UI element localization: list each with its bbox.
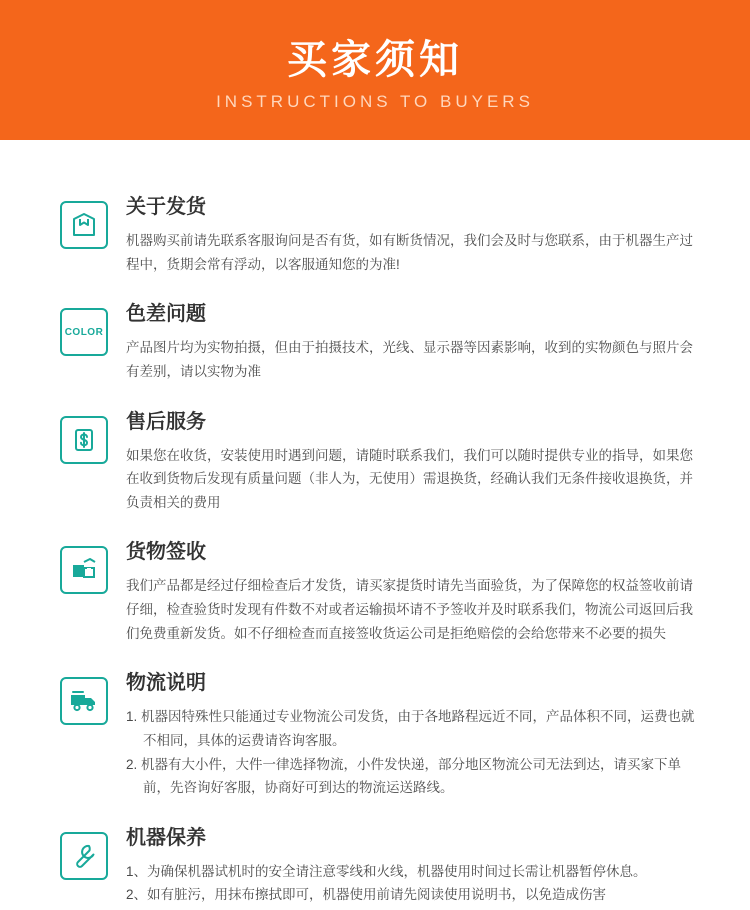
- section-body: [126, 540, 702, 645]
- section-body: [126, 410, 702, 515]
- color-icon-label: COLOR: [64, 326, 104, 338]
- list-item: 1. 机器因特殊性只能通过专业物流公司发货，由于各地路程远近不同，产品体积不同，运费也就不相同，具体的运费请咨询客服。: [126, 709, 695, 748]
- section-body: [126, 195, 702, 276]
- section-text: 我们产品都是经过仔细检查后才发货，请买家提货时请先当面验货，为了保障您的权益签收前请仔细，检查验货时发现有件数不对或者运输损坏请不予签收并及时联系我们，物流公司返回后我们免费重新发货。如不仔细检查而直接签收货运公司是拒绝赔偿的会给您带来不必要的损失: [126, 578, 693, 641]
- section-shipping: [60, 195, 702, 276]
- section-title: 物流说明: [126, 672, 206, 695]
- section-title: 关于发货: [126, 196, 206, 218]
- section-title: 货物签收: [126, 541, 206, 564]
- section-text: 产品图片均为实物拍摄，但由于拍摄技术，光线、显示器等因素影响，收到的实物颜色与照片会有差别，请以实物为准: [126, 340, 693, 379]
- section-body: [126, 671, 702, 800]
- truck-icon: [60, 677, 108, 725]
- section-maintenance: [60, 826, 702, 907]
- instructions-content: [0, 140, 750, 907]
- section-after-sales: [60, 410, 702, 515]
- section-color-difference: [60, 302, 702, 383]
- page-title: 买家须知: [287, 38, 463, 82]
- delivery-boxes-icon: [60, 546, 108, 594]
- color-swatch-icon: [60, 308, 108, 356]
- section-body: [126, 302, 702, 383]
- list-item: 2、如有脏污，用抹布擦拭即可，机器使用前请先阅读使用说明书，以免造成伤害: [126, 887, 607, 903]
- wrench-icon: [60, 832, 108, 880]
- section-text: 机器购买前请先联系客服询问是否有货，如有断货情况，我们会及时与您联系，由于机器生产过程中，货期会常有浮动，以客服通知您的为准!: [126, 233, 693, 272]
- logistics-list: [126, 705, 702, 800]
- section-title: 色差问题: [126, 303, 206, 326]
- page-subtitle: INSTRUCTIONS TO BUYERS: [216, 92, 534, 111]
- list-item: 1、为确保机器试机时的安全请注意零线和火线，机器使用时间过长需让机器暂停休息。: [126, 863, 647, 879]
- list-item: 2. 机器有大小件，大件一律选择物流，小件发快递，部分地区物流公司无法到达，请买家下单前，先咨询好客服，协商好可到达的物流运送路线。: [126, 756, 682, 796]
- maintenance-list: [126, 860, 702, 907]
- section-body: [126, 826, 702, 907]
- dollar-tag-icon: [60, 416, 108, 464]
- section-title: 售后服务: [126, 410, 206, 433]
- section-text: 如果您在收货，安装使用时遇到问题，请随时联系我们，我们可以随时提供专业的指导，如果您在收到货物后发现有质量问题（非人为，无使用）需退换货，经确认我们无条件接收退换货，并负责相关的费用: [126, 447, 693, 510]
- page-header: [0, 0, 750, 140]
- section-title: 机器保养: [126, 826, 206, 849]
- package-box-icon: [60, 201, 108, 249]
- section-goods-receipt: [60, 540, 702, 645]
- section-logistics: [60, 671, 702, 800]
